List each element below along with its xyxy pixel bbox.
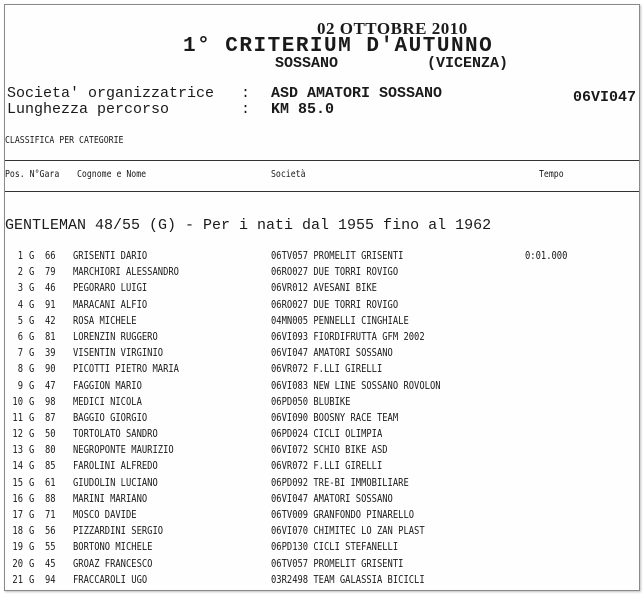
result-society: 06VI047 AMATORI SOSSANO: [271, 346, 393, 360]
result-society: 06RO027 DUE TORRI ROVIGO: [271, 297, 399, 311]
result-society: 06VI047 AMATORI SOSSANO: [271, 491, 393, 505]
result-race-number: 42: [45, 313, 56, 327]
result-name: FRACCAROLI UGO: [73, 572, 148, 586]
table-row: [5, 524, 639, 540]
result-position: 5: [17, 313, 23, 327]
col-header-pos: Pos. N°Gara: [5, 169, 60, 180]
result-name: TORTOLATO SANDRO: [73, 427, 158, 441]
result-position: 1: [17, 249, 23, 262]
table-row: [5, 281, 639, 297]
result-society: 06PD024 CICLI OLIMPIA: [271, 427, 383, 441]
table-row: [5, 540, 639, 556]
result-category: G: [29, 572, 35, 586]
result-position: 10: [12, 394, 23, 408]
result-race-number: 55: [45, 540, 56, 554]
result-race-number: 45: [45, 556, 56, 570]
length-value: KM 85.0: [271, 101, 335, 118]
result-category: G: [29, 329, 35, 343]
col-header-society: Società: [271, 169, 306, 180]
result-society: 06VI083 NEW LINE SOSSANO ROVOLON: [271, 378, 441, 392]
result-category: G: [29, 508, 35, 521]
result-race-number: 91: [45, 297, 56, 311]
event-location: SOSSANO: [275, 55, 339, 72]
result-position: 3: [17, 281, 23, 295]
result-society: 06PD092 TRE-BI IMMOBILIARE: [271, 475, 409, 489]
result-position: 9: [17, 378, 23, 392]
result-society: 06VR072 F.LLI GIRELLI: [271, 362, 383, 376]
document-page: [4, 4, 640, 591]
result-category: G: [29, 265, 35, 279]
result-position: 17: [12, 508, 23, 521]
length-separator: :: [241, 101, 251, 118]
result-position: 11: [12, 410, 23, 424]
result-society: 03R2498 TEAM GALASSIA BICICLI: [271, 572, 425, 586]
result-position: 16: [12, 491, 23, 505]
table-row: [5, 298, 639, 314]
result-society: 06VR012 AVESANI BIKE: [271, 281, 377, 295]
result-name: BAGGIO GIORGIO: [73, 410, 148, 424]
table-row: [5, 346, 639, 362]
result-name: ROSA MICHELE: [73, 313, 137, 327]
result-name: FAROLINI ALFREDO: [73, 459, 158, 473]
table-row: [5, 476, 639, 492]
table-row: [5, 492, 639, 508]
result-position: 12: [12, 427, 23, 441]
result-society: 06VR072 F.LLI GIRELLI: [271, 459, 383, 473]
result-category: G: [29, 556, 35, 570]
result-society: 06TV057 PROMELIT GRISENTI: [271, 249, 404, 262]
table-row: [5, 508, 639, 524]
table-row: [5, 573, 639, 589]
result-society: 06VI070 CHIMITEC LO ZAN PLAST: [271, 524, 425, 538]
organizer-label: Societa' organizzatrice: [7, 85, 215, 102]
result-race-number: 98: [45, 394, 56, 408]
result-category: G: [29, 491, 35, 505]
result-name: GROAZ FRANCESCO: [73, 556, 153, 570]
result-race-number: 50: [45, 427, 56, 441]
result-category: G: [29, 540, 35, 554]
result-name: LORENZIN RUGGERO: [73, 329, 158, 343]
table-row: [5, 395, 639, 411]
table-row: [5, 362, 639, 378]
result-race-number: 85: [45, 459, 56, 473]
result-category: G: [29, 459, 35, 473]
result-society: 06RO027 DUE TORRI ROVIGO: [271, 265, 399, 279]
length-label: Lunghezza percorso: [7, 101, 170, 118]
result-name: MARACANI ALFIO: [73, 297, 148, 311]
table-row: [5, 427, 639, 443]
result-name: MARCHIORI ALESSANDRO: [73, 265, 179, 279]
result-position: 4: [17, 297, 23, 311]
result-time: 0:01.000: [525, 249, 568, 262]
event-province: (VICENZA): [427, 55, 509, 72]
result-name: GIUDOLIN LUCIANO: [73, 475, 158, 489]
result-race-number: 66: [45, 249, 56, 262]
result-category: G: [29, 475, 35, 489]
table-row: [5, 459, 639, 475]
header-rule-top: [5, 160, 639, 161]
result-name: BORTONO MICHELE: [73, 540, 153, 554]
result-name: VISENTIN VIRGINIO: [73, 346, 164, 360]
result-race-number: 90: [45, 362, 56, 376]
result-name: GRISENTI DARIO: [73, 249, 148, 262]
result-race-number: 80: [45, 443, 56, 457]
result-category: G: [29, 394, 35, 408]
result-name: NEGROPONTE MAURIZIO: [73, 443, 174, 457]
result-category: G: [29, 427, 35, 441]
result-category: G: [29, 297, 35, 311]
result-category: G: [29, 281, 35, 295]
result-society: 06TV009 GRANFONDO PINARELLO: [271, 508, 415, 521]
table-row: [5, 379, 639, 395]
result-race-number: 39: [45, 346, 56, 360]
table-row: [5, 411, 639, 427]
result-category: G: [29, 443, 35, 457]
result-name: MOSCO DAVIDE: [73, 508, 137, 521]
result-race-number: 79: [45, 265, 56, 279]
result-name: MEDICI NICOLA: [73, 394, 142, 408]
result-race-number: 56: [45, 524, 56, 538]
result-position: 8: [17, 362, 23, 376]
result-race-number: 46: [45, 281, 56, 295]
table-row: [5, 249, 639, 265]
col-header-name: Cognome e Nome: [77, 169, 147, 180]
result-name: FAGGION MARIO: [73, 378, 142, 392]
event-title: 1° CRITERIUM D'AUTUNNO: [183, 35, 494, 58]
result-race-number: 71: [45, 508, 56, 521]
result-category: G: [29, 524, 35, 538]
result-race-number: 81: [45, 329, 56, 343]
result-position: 7: [17, 346, 23, 360]
result-position: 13: [12, 443, 23, 457]
result-race-number: 61: [45, 475, 56, 489]
result-society: 04MN005 PENNELLI CINGHIALE: [271, 313, 409, 327]
result-race-number: 88: [45, 491, 56, 505]
table-row: [5, 443, 639, 459]
result-category: G: [29, 378, 35, 392]
result-category: G: [29, 249, 35, 262]
result-position: 21: [12, 572, 23, 586]
result-society: 06VI072 SCHIO BIKE ASD: [271, 443, 388, 457]
category-heading: GENTLEMAN 48/55 (G) - Per i nati dal 1955 fino al 1962: [5, 217, 492, 234]
section-title: CLASSIFICA PER CATEGORIE: [5, 135, 124, 146]
result-name: PEGORARO LUIGI: [73, 281, 148, 295]
table-row: [5, 330, 639, 346]
organizer-code: 06VI047: [573, 89, 637, 106]
result-category: G: [29, 313, 35, 327]
organizer-value: ASD AMATORI SOSSANO: [271, 85, 443, 102]
result-category: G: [29, 362, 35, 376]
result-name: PICOTTI PIETRO MARIA: [73, 362, 179, 376]
results-table: [5, 249, 639, 589]
table-row: [5, 265, 639, 281]
organizer-separator: :: [241, 85, 251, 102]
result-society: 06VI093 FIORDIFRUTTA GFM 2002: [271, 329, 425, 343]
result-position: 18: [12, 524, 23, 538]
result-name: MARINI MARIANO: [73, 491, 148, 505]
result-race-number: 87: [45, 410, 56, 424]
result-race-number: 47: [45, 378, 56, 392]
result-race-number: 94: [45, 572, 56, 586]
result-position: 14: [12, 459, 23, 473]
table-row: [5, 314, 639, 330]
result-position: 19: [12, 540, 23, 554]
result-position: 6: [17, 329, 23, 343]
event-date: 02 OTTOBRE 2010: [317, 19, 468, 38]
result-category: G: [29, 346, 35, 360]
result-society: 06PD130 CICLI STEFANELLI: [271, 540, 399, 554]
result-position: 15: [12, 475, 23, 489]
table-row: [5, 557, 639, 573]
result-society: 06VI090 BOOSNY RACE TEAM: [271, 410, 399, 424]
result-society: 06TV057 PROMELIT GRISENTI: [271, 556, 404, 570]
result-society: 06PD050 BLUBIKE: [271, 394, 351, 408]
result-name: PIZZARDINI SERGIO: [73, 524, 164, 538]
result-position: 20: [12, 556, 23, 570]
header-rule-bottom: [5, 191, 639, 192]
col-header-time: Tempo: [539, 169, 564, 180]
result-position: 2: [17, 265, 23, 279]
result-category: G: [29, 410, 35, 424]
